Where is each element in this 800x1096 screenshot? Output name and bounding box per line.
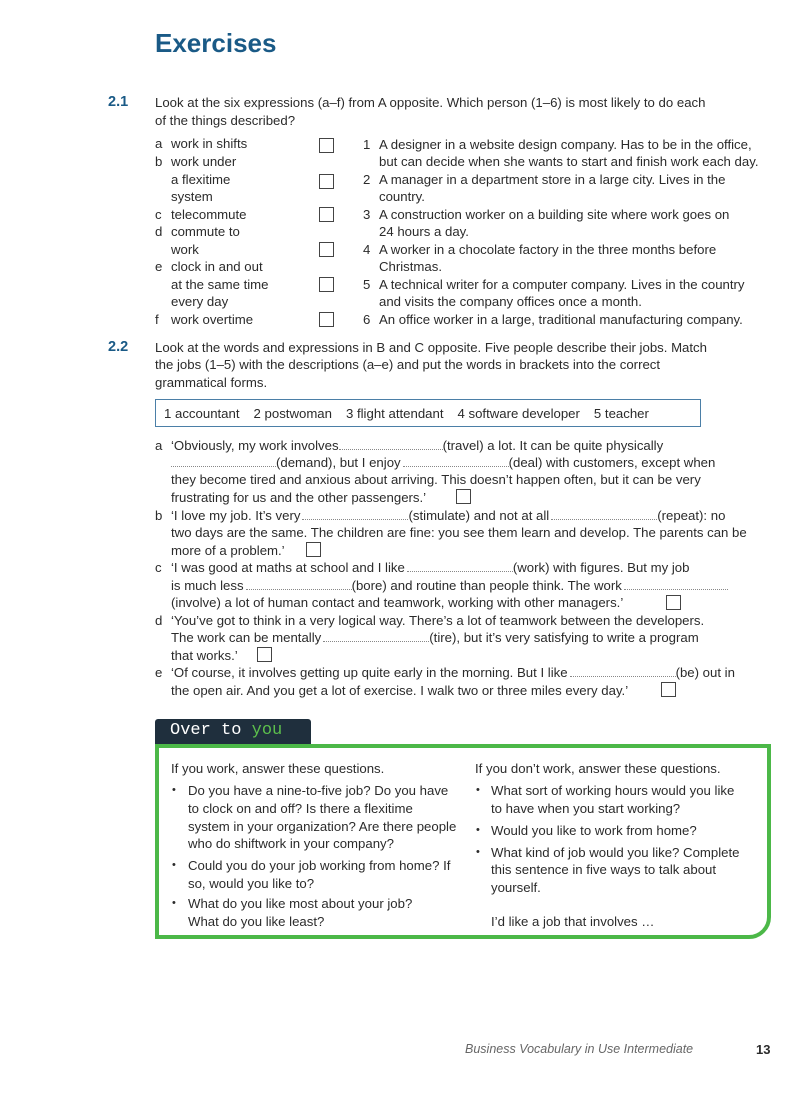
gap-field[interactable] [624,577,728,590]
person-number: 1 [363,137,371,152]
question-line: to have when you start working? [491,801,681,816]
expression-letter: b [155,154,163,169]
person-text: Christmas. [379,259,443,274]
person-number: 4 [363,242,371,257]
person-text: but can decide when she wants to start and finish work each day. [379,154,759,169]
description-line: is much less (bore) and routine than people think. The work [171,577,728,595]
job-item: 5 teacher [593,405,649,421]
expression-text: system [171,189,213,204]
description-letter: d [155,613,163,628]
answer-box[interactable] [319,174,334,189]
expression-text: a flexitime [171,172,231,187]
description-letter: b [155,508,163,523]
expression-text: work overtime [171,312,254,327]
description-line: frustrating for us and the other passengers.’ [171,490,427,505]
person-text: A designer in a website design company. Has to be in the office, [379,137,752,152]
expression-text: every day [171,294,229,309]
answer-box[interactable] [456,489,471,504]
question-line: this sentence in five ways to talk about [491,862,717,877]
job-item: 4 software developer [457,405,580,421]
expression-text: work in shifts [171,136,248,151]
gap-field[interactable] [570,664,676,677]
expression-text: telecommute [171,207,247,222]
description-line: (demand), but I enjoy (deal) with customers, except when [171,454,715,472]
person-number: 2 [363,172,371,187]
person-text: A technical writer for a computer company. Lives in the country [379,277,745,292]
answer-box[interactable] [306,542,321,557]
question-line: yourself. [491,880,541,895]
answer-box[interactable] [319,138,334,153]
answer-box[interactable] [666,595,681,610]
gap-field[interactable] [551,507,657,520]
gap-field[interactable] [171,454,276,467]
description-line: ‘I love my job. It’s very (stimulate) and not at all (repeat): no [171,508,726,523]
job-item: 2 postwoman [253,405,332,421]
question-line: who do shiftwork in your company? [188,836,394,851]
expression-letter: a [155,136,163,151]
description-line: two days are the same. The children are fine: you see them learn and develop. The parents can be [171,525,747,540]
description-letter: e [155,665,163,680]
answer-box[interactable] [257,647,272,662]
expression-letter: f [155,312,159,327]
person-number: 5 [363,277,371,292]
expression-letter: e [155,259,163,274]
page-number: 13 [756,1042,771,1057]
bullet-icon: • [476,784,480,796]
description-line: The work can be mentally (tire), but it’s very satisfying to write a program [171,630,699,645]
description-line: the open air. And you get a lot of exercise. I walk two or three miles every day.’ [171,683,629,698]
question-heading: If you don’t work, answer these questions. [475,761,721,776]
exercise-instruction: of the things described? [155,113,296,128]
expression-text: work [171,242,199,257]
exercise-instruction: Look at the words and expressions in B and C opposite. Five people describe their jobs. Match [155,340,707,355]
person-text: 24 hours a day. [379,224,469,239]
exercise-number-2-2: 2.2 [108,339,129,355]
question-line: What kind of job would you like? Complete [491,845,740,860]
question-line: What do you like least? [188,914,325,929]
job-item: 1 accountant [164,405,240,421]
job-item: 3 flight attendant [345,405,444,421]
question-line: so, would you like to? [188,876,315,891]
page-title: Exercises [155,28,277,58]
exercise-number-2-1: 2.1 [108,94,129,110]
expression-text: clock in and out [171,259,263,274]
description-line: that works.’ [171,648,238,663]
answer-box[interactable] [319,242,334,257]
expression-text: commute to [171,224,240,239]
bullet-icon: • [476,824,480,836]
description-line: more of a problem.’ [171,543,285,558]
gap-field[interactable] [403,454,509,467]
question-line: to clock on and off? Is there a flexitime [188,801,413,816]
description-line: (involve) a lot of human contact and teamwork, working with other managers.’ [171,595,624,610]
description-line: ‘I was good at maths at school and I like (work) with figures. But my job [171,560,690,575]
description-line: they become tired and anxious about arriving. This doesn’t happen often, but it can be very [171,472,701,487]
description-line: ‘Obviously, my work involves (travel) a lot. It can be quite physically [171,438,664,453]
gap-field[interactable] [407,559,513,572]
answer-box[interactable] [319,277,334,292]
description-letter: c [155,560,162,575]
bullet-icon: • [172,859,176,871]
answer-box[interactable] [319,207,334,222]
person-number: 3 [363,207,371,222]
bullet-icon: • [172,897,176,909]
question-line: system in your organization? Are there people [188,819,457,834]
person-text: A construction worker on a building site where work goes on [379,207,730,222]
question-line: Do you have a nine-to-five job? Do you have [188,783,449,798]
answer-box[interactable] [319,312,334,327]
person-text: An office worker in a large, traditional manufacturing company. [379,312,743,327]
exercise-instruction: grammatical forms. [155,375,268,390]
bullet-icon: • [172,784,176,796]
sentence-prompt: I’d like a job that involves … [491,914,655,929]
gap-field[interactable] [246,577,352,590]
description-letter: a [155,438,163,453]
gap-field[interactable] [302,507,408,520]
person-number: 6 [363,312,371,327]
person-text: country. [379,189,425,204]
gap-field[interactable] [323,629,429,642]
expression-letter: d [155,224,163,239]
exercise-instruction: the jobs (1–5) with the descriptions (a–e) and put the words in brackets into the correct [155,357,661,372]
answer-box[interactable] [661,682,676,697]
gap-field[interactable] [339,437,443,450]
job-list-box [155,399,701,427]
person-text: A manager in a department store in a large city. Lives in the [379,172,726,187]
description-line: ‘You’ve got to think in a very logical way. There’s a lot of teamwork between the developers. [171,613,705,628]
person-text: A worker in a chocolate factory in the three months before [379,242,717,257]
question-heading: If you work, answer these questions. [171,761,385,776]
expression-text: work under [171,154,237,169]
expression-text: at the same time [171,277,269,292]
over-to-you-tab: Over to you [155,719,311,745]
question-line: What do you like most about your job? [188,896,413,911]
exercise-instruction: Look at the six expressions (a–f) from A opposite. Which person (1–6) is most likely to do each [155,95,706,110]
description-line: ‘Of course, it involves getting up quite early in the morning. But I like (be) out in [171,665,735,680]
expression-letter: c [155,207,162,222]
question-line: Would you like to work from home? [491,823,697,838]
person-text: and visits the company offices once a month. [379,294,642,309]
question-line: What sort of working hours would you like [491,783,735,798]
question-line: Could you do your job working from home? If [188,858,451,873]
book-title-footer: Business Vocabulary in Use Intermediate [465,1042,694,1056]
bullet-icon: • [476,846,480,858]
